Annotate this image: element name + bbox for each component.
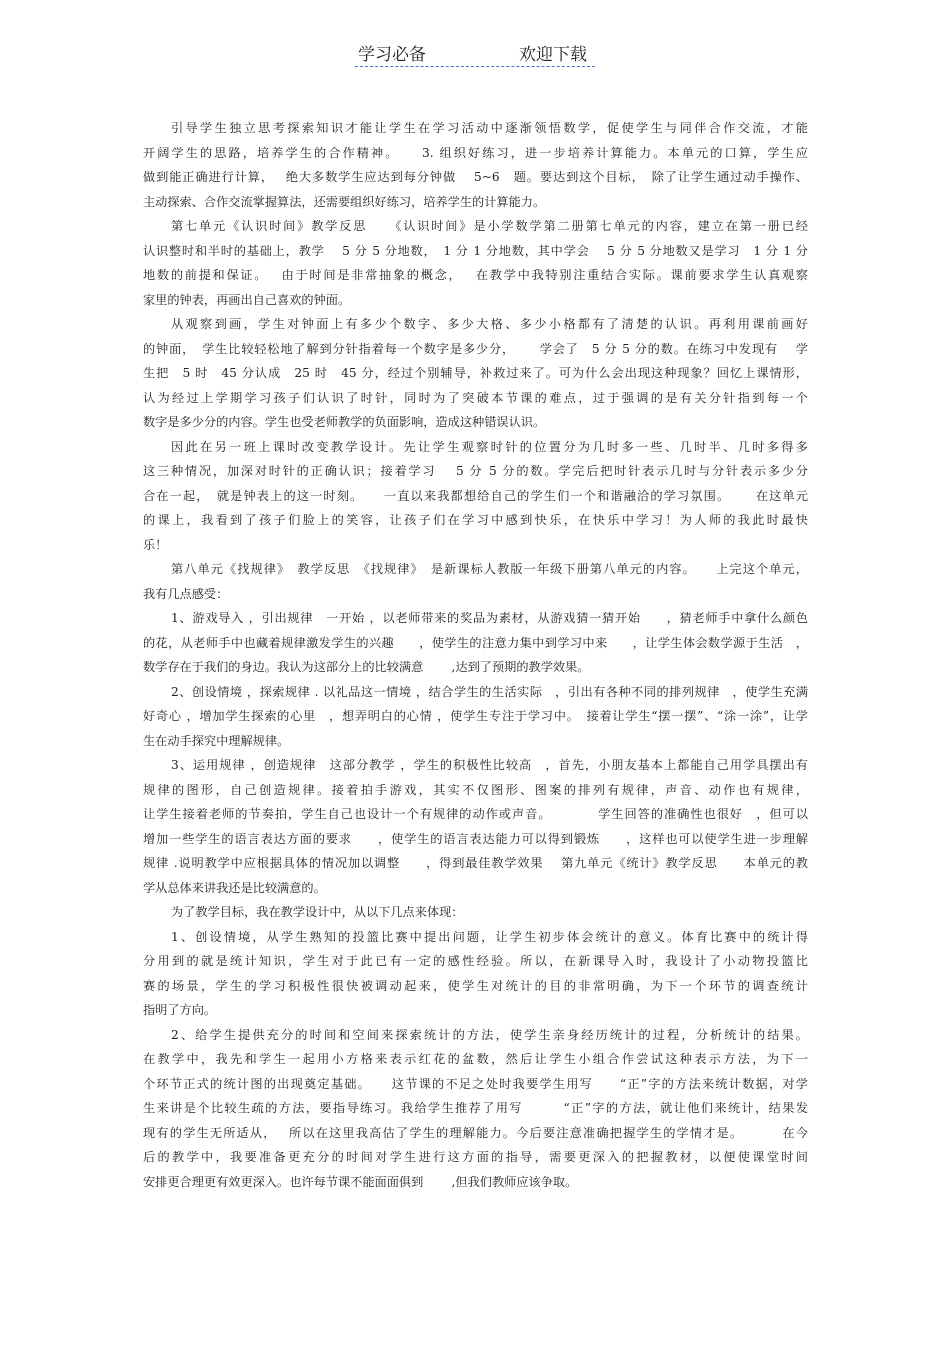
text-line: 数字是多少分的内容。学生也受老师教学的负面影响，造成这种错误认识。 (143, 415, 546, 429)
text-line: 认识整时和半时的基础上，教学 5 分 5 分地数， 1 分 1 分地数，其中学会 5 分 5 分地数又是学习 1 分 1 分 (143, 243, 808, 258)
text-line: 生在动手探究中理解规律。 (143, 733, 290, 748)
text-line: 为了教学目标，我在教学设计中，从以下几点来体现： (171, 905, 464, 919)
text-line: 第八单元《找规律》 教学反思 《找规律》 是新课标人教版一年级下册第八单元的内容。 上完这个单元， (171, 562, 808, 576)
text-line: 增加一些学生的语言表达方面的要求 ，使学生的语言表达能力可以得到锻炼 ，这样也可以使学生进一步理解 (143, 831, 808, 846)
text-line: 让学生接着老师的节奏拍，学生自己也设计一个有规律的动作或声音。 学生回答的准确性也很好 ，但可以 (143, 807, 808, 821)
text-line: 第七单元《认识时间》教学反思 《认识时间》是小学数学第二册第七单元的内容，建立在第一册已经 (171, 219, 808, 233)
text-line: 认为经过上学期学习孩子们认识了时针，同时为了突破本节课的难点，过于强调的是有关分针指到每一个 (143, 390, 808, 405)
paragraph (143, 753, 808, 900)
text-line: 2、创设情境 ，探索规律 . 以礼品这一情境 ，结合学生的生活实际 ，引出有各种不同的排列规律 ，使学生充满 (171, 684, 808, 699)
text-line: 安排更合理更有效更深入。也许每节课不能面面俱到 ,但我们教师应该争取。 (143, 1174, 578, 1189)
header-right-text: 欢迎下载 (519, 45, 587, 65)
paragraph (143, 925, 808, 1023)
paragraph (143, 606, 808, 680)
text-line: 在教学中，我先和学生一起用小方格来表示红花的盆数，然后让学生小组合作尝试这种表示方法，为下一 (143, 1052, 808, 1066)
text-line: 3、运用规律 ，创造规律 这部分教学 ，学生的积极性比较高 ，首先，小朋友基本上都能自己用学具摆出有 (171, 758, 808, 772)
text-line: 2、给学生提供充分的时间和空间来探索统计的方法，使学生亲身经历统计的过程，分析统计的结果。 (171, 1027, 808, 1042)
paragraph (143, 557, 808, 606)
text-line: 现有的学生无所适从， 所以在这里我高估了学生的理解能力。今后要注意准确把握学生的学情才是。 在今 (143, 1125, 808, 1140)
paragraph (143, 1023, 808, 1195)
text-line: 合在一起， 就是钟表上的这一时刻。 一直以来我都想给自己的学生们一个和谐融洽的学习氛围。 在这单元 (143, 488, 808, 503)
text-line: 从观察到画，学生对钟面上有多少个数字、多少大格、多少小格都有了清楚的认识。再利用课前画好 (171, 317, 808, 331)
text-line: 分用到的就是统计知识，学生对于此已有一定的感性经验。所以，在新课导入时，我设计了小动物投篮比 (143, 954, 808, 968)
text-line: 我有几点感受： (143, 586, 229, 601)
text-line: 好奇心 ，增加学生探索的心里 ，想弄明白的心情 ，使学生专注于学习中。 接着让学生“摆一摆”、“涂一涂”，让学 (143, 709, 808, 723)
text-line: 学从总体来讲我还是比较满意的。 (143, 880, 326, 895)
text-line: 生来讲是个比较生疏的方法，要指导练习。我给学生推荐了用写 “正”字的方法，就让他们来统计，结果发 (143, 1101, 808, 1115)
text-line: 主动探索、合作交流掌握算法，还需要组织好练习，培养学生的计算能力。 (143, 194, 546, 209)
text-line: 1、创设情境，从学生熟知的投篮比赛中提出问题，让学生初步体会统计的意义。体育比赛中的统计得 (171, 929, 808, 944)
paragraph (143, 435, 808, 558)
text-line: 规律的图形，自己创造规律。接着拍手游戏，其实不仅图形、图案的排列有规律，声音、动作也有规律， (143, 782, 808, 797)
text-line: 1、游戏导入 ，引出规律 一开始 ，以老师带来的奖品为素材，从游戏猜一猜开始 ，猜老师手中拿什么颜色 (171, 611, 808, 625)
text-line: 引导学生独立思考探索知识才能让学生在学习活动中逐渐领悟数学，促使学生与同伴合作交流，才能 (171, 121, 808, 135)
paragraph (143, 312, 808, 435)
text-line: 赛的场景，学生的学习积极性很快被调动起来，使学生对统计的目的非常明确，为下一个环节的调查统计 (143, 978, 808, 993)
text-line: 个环节正式的统计图的出现奠定基础。 这节课的不足之处时我要学生用写 “正”字的方法来统计数据，对学 (143, 1076, 808, 1091)
text-line: 这三种情况，加深对时针的正确认识；接着学习 5 分 5 分的数。学完后把时针表示几时与分针表示多少分 (143, 464, 808, 478)
page-header (355, 40, 595, 67)
text-line: 乐！ (143, 537, 168, 552)
text-line: 后的教学中，我要准备更充分的时间对学生进行这方面的指导，需要更深入的把握教材，以便使课堂时间 (143, 1150, 808, 1164)
text-line: 的课上，我看到了孩子们脸上的笑容，让孩子们在学习中感到快乐，在快乐中学习！为人师的我此时最快 (143, 513, 808, 527)
text-line: 的钟面， 学生比较轻松地了解到分针指着每一个数字是多少分， 学会了 5 分 5 分的数。在练习中发现有 学 (143, 341, 808, 356)
document-body (143, 116, 808, 1194)
paragraph (143, 214, 808, 312)
text-line: 做到能正确进行计算， 绝大多数学生应达到每分钟做 5~6 题。要达到这个目标， 除了让学生通过动手操作、 (143, 170, 808, 184)
header-left-text: 学习必备 (358, 45, 426, 65)
text-line: 家里的钟表，再画出自己喜欢的钟面。 (143, 292, 351, 307)
text-line: 数学存在于我们的身边。我认为这部分上的比较满意 ,达到了预期的教学效果。 (143, 660, 590, 674)
text-line: 指明了方向。 (143, 1003, 217, 1017)
text-line: 生把 5 时 45 分认成 25 时 45 分，经过个别辅导，补救过来了。可为什么会出现这种现象？回忆上课情形， (143, 366, 808, 380)
text-line: 规律 .说明教学中应根据具体的情况加以调整 ，得到最佳教学效果 第九单元《统计》教学反思 本单元的教 (143, 856, 808, 870)
paragraph (143, 116, 808, 214)
text-line: 因此在另一班上课时改变教学设计。先让学生观察时针的位置分为几时多一些、几时半、几时多得多 (171, 439, 808, 454)
paragraph (143, 680, 808, 754)
text-line: 地数的前提和保证。 由于时间是非常抽象的概念， 在教学中我特别注重结合实际。课前要求学生认真观察 (143, 268, 808, 282)
text-line: 的花，从老师手中也藏着规律激发学生的兴趣 ，使学生的注意力集中到学习中来 ，让学生体会数学源于生活 ， (143, 635, 808, 650)
text-line: 开阔学生的思路，培养学生的合作精神。 3. 组织好练习，进一步培养计算能力。本单元的口算，学生应 (143, 145, 808, 160)
paragraph (143, 900, 808, 925)
